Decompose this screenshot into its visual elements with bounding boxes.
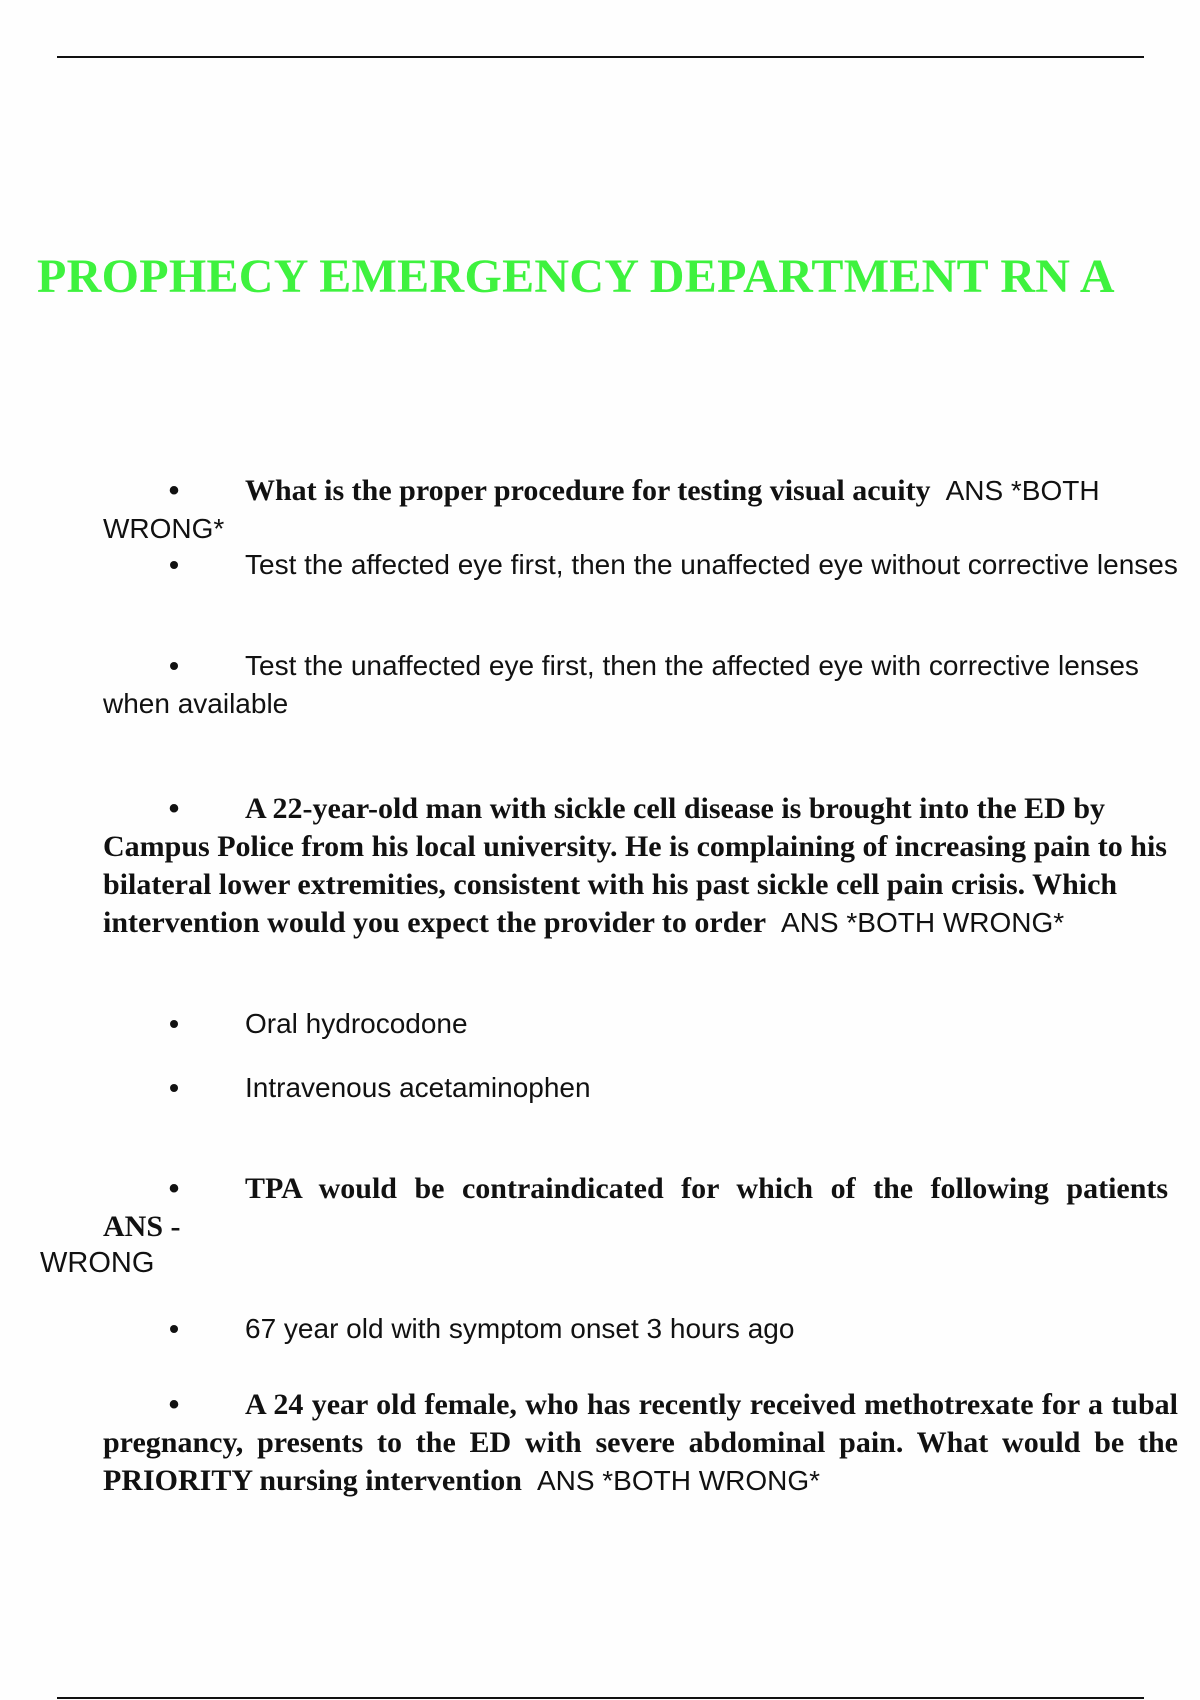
bullet: • [169, 1072, 179, 1103]
question-text: A 22-year-old man with sickle cell disease is brought into the ED by Campus Police from his local university. He is complaining of increasing pain to his bilateral lower extremities, consistent with his past sickle cell pain crisis. Which intervention would you expect the provider to order [103, 792, 1167, 939]
bullet: • [169, 1313, 179, 1344]
option-test-unaffected-first [103, 647, 1195, 723]
bullet: • [169, 549, 179, 580]
question-text: A 24 year old female, who has recently received methotrexate for a tubal pregnancy, presents to the ED with severe abdominal pain. What would be the PRIORITY nursing intervention [103, 1388, 1178, 1497]
bullet: • [168, 1388, 180, 1421]
question-methotrexate [103, 1386, 1178, 1500]
question-sickle-cell [103, 790, 1195, 942]
option-oral-hydrocodone [103, 1005, 1195, 1043]
bullet: • [168, 1172, 180, 1205]
answer-note-line1: ANS - [103, 1210, 181, 1243]
document-title: PROPHECY EMERGENCY DEPARTMENT RN A [37, 250, 1115, 303]
bullet: • [168, 474, 180, 507]
answer-note: ANS *BOTH WRONG* [536, 1465, 821, 1496]
bullet: • [169, 650, 179, 681]
option-test-affected-first [103, 546, 1195, 584]
question-text: TPA would be contraindicated for which of the following patients [245, 1172, 1169, 1205]
bullet: • [169, 1008, 179, 1039]
bottom-rule [57, 1697, 1144, 1699]
question-tpa [103, 1170, 1200, 1208]
bullet: • [168, 792, 180, 825]
option-text: Intravenous acetaminophen [245, 1072, 591, 1103]
question-visual-acuity [103, 472, 1195, 548]
option-text: 67 year old with symptom onset 3 hours ago [245, 1313, 795, 1344]
question-text: What is the proper procedure for testing visual acuity [245, 474, 931, 507]
option-iv-acetaminophen [103, 1069, 1195, 1107]
option-67-year-old [103, 1310, 1195, 1348]
answer-note: ANS *BOTH WRONG* [781, 907, 1065, 938]
option-text: Test the affected eye first, then the unaffected eye without corrective lenses [245, 549, 1178, 580]
option-text: Oral hydrocodone [245, 1008, 468, 1039]
answer-note: ANS *BOTH WRONG* [103, 475, 1100, 544]
top-rule [57, 56, 1144, 58]
option-text: Test the unaffected eye first, then the affected eye with corrective lenses when available [103, 650, 1139, 719]
answer-note-line2: WRONG [40, 1247, 155, 1279]
